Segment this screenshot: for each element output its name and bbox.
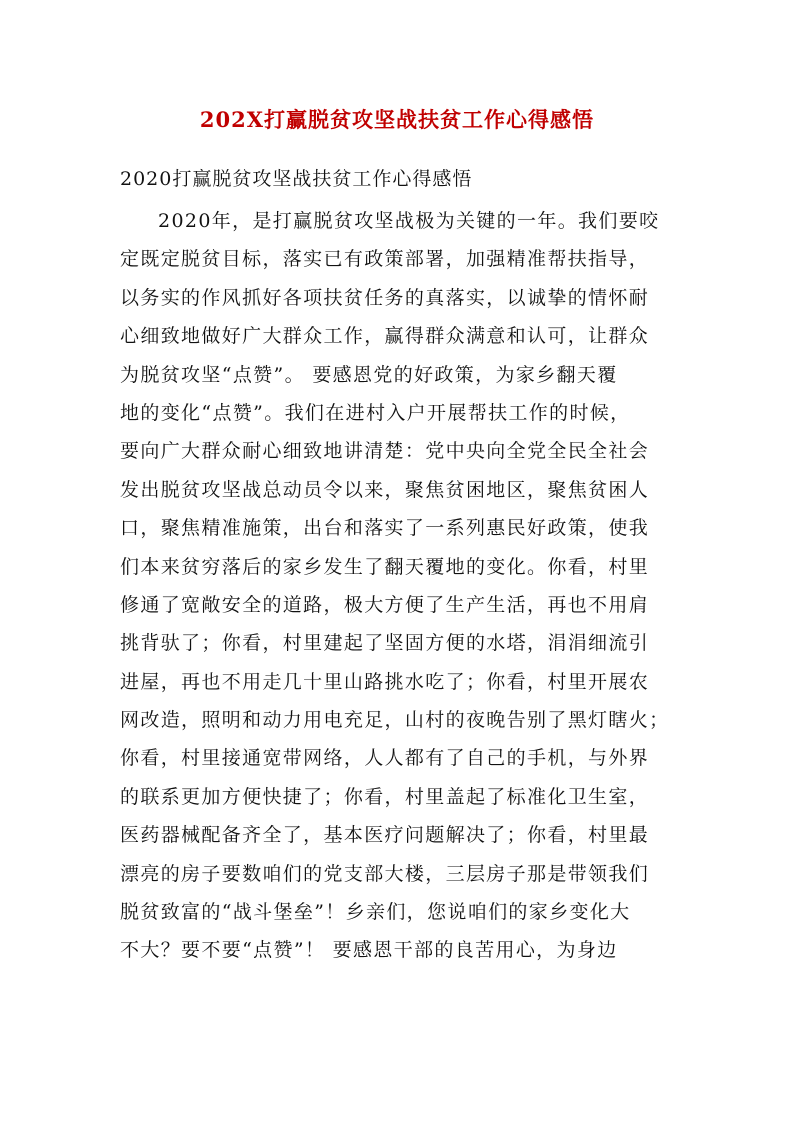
body-line: 为脱贫攻坚“点赞”。 要感恩党的好政策，为家乡翻天覆: [120, 363, 618, 386]
body-line: 网改造，照明和动力用电充足，山村的夜晚告别了黑灯瞎火；: [120, 709, 670, 732]
document-body: [120, 202, 690, 970]
body-line: 的联系更加方便快捷了；你看，村里盖起了标准化卫生室，: [120, 785, 650, 808]
body-line: 进屋，再也不用走几十里山路挑水吃了；你看，村里开展农: [120, 670, 650, 693]
body-line: 以务实的作风抓好各项扶贫任务的真落实，以诚挚的情怀耐: [120, 286, 650, 309]
body-line: 要向广大群众耐心细致地讲清楚：党中央向全党全民全社会: [120, 440, 650, 463]
document-subtitle: 2020打赢脱贫攻坚战扶贫工作心得感悟: [120, 168, 473, 190]
body-line: 发出脱贫攻坚战总动员令以来，聚焦贫困地区，聚焦贫困人: [120, 478, 650, 501]
body-line: 地的变化“点赞”。我们在进村入户开展帮扶工作的时候，: [120, 401, 631, 424]
body-line: 口，聚焦精准施策，出台和落实了一系列惠民好政策，使我: [120, 517, 650, 540]
body-line: 挑背驮了；你看，村里建起了坚固方便的水塔，涓涓细流引: [120, 632, 650, 655]
document-title: 202X打赢脱贫攻坚战扶贫工作心得感悟: [199, 107, 595, 132]
body-line: 你看，村里接通宽带网络，人人都有了自己的手机，与外界: [120, 747, 650, 770]
body-line: 定既定脱贫目标，落实已有政策部署，加强精准帮扶指导，: [120, 248, 650, 271]
body-line: 脱贫致富的“战斗堡垒”！乡亲们，您说咱们的家乡变化大: [120, 901, 631, 924]
body-line: 不大？要不要“点赞”！ 要感恩干部的良苦用心，为身边: [120, 939, 618, 962]
body-line: 修通了宽敞安全的道路，极大方便了生产生活，再也不用肩: [120, 593, 650, 616]
body-line: 心细致地做好广大群众工作，赢得群众满意和认可，让群众: [120, 325, 650, 348]
body-line: 漂亮的房子要数咱们的党支部大楼，三层房子那是带领我们: [120, 862, 650, 885]
body-line: 2020年，是打赢脱贫攻坚战极为关键的一年。我们要咬: [158, 210, 660, 232]
body-line: 医药器械配备齐全了，基本医疗问题解决了；你看，村里最: [120, 824, 650, 847]
body-line: 们本来贫穷落后的家乡发生了翻天覆地的变化。你看，村里: [120, 555, 650, 578]
